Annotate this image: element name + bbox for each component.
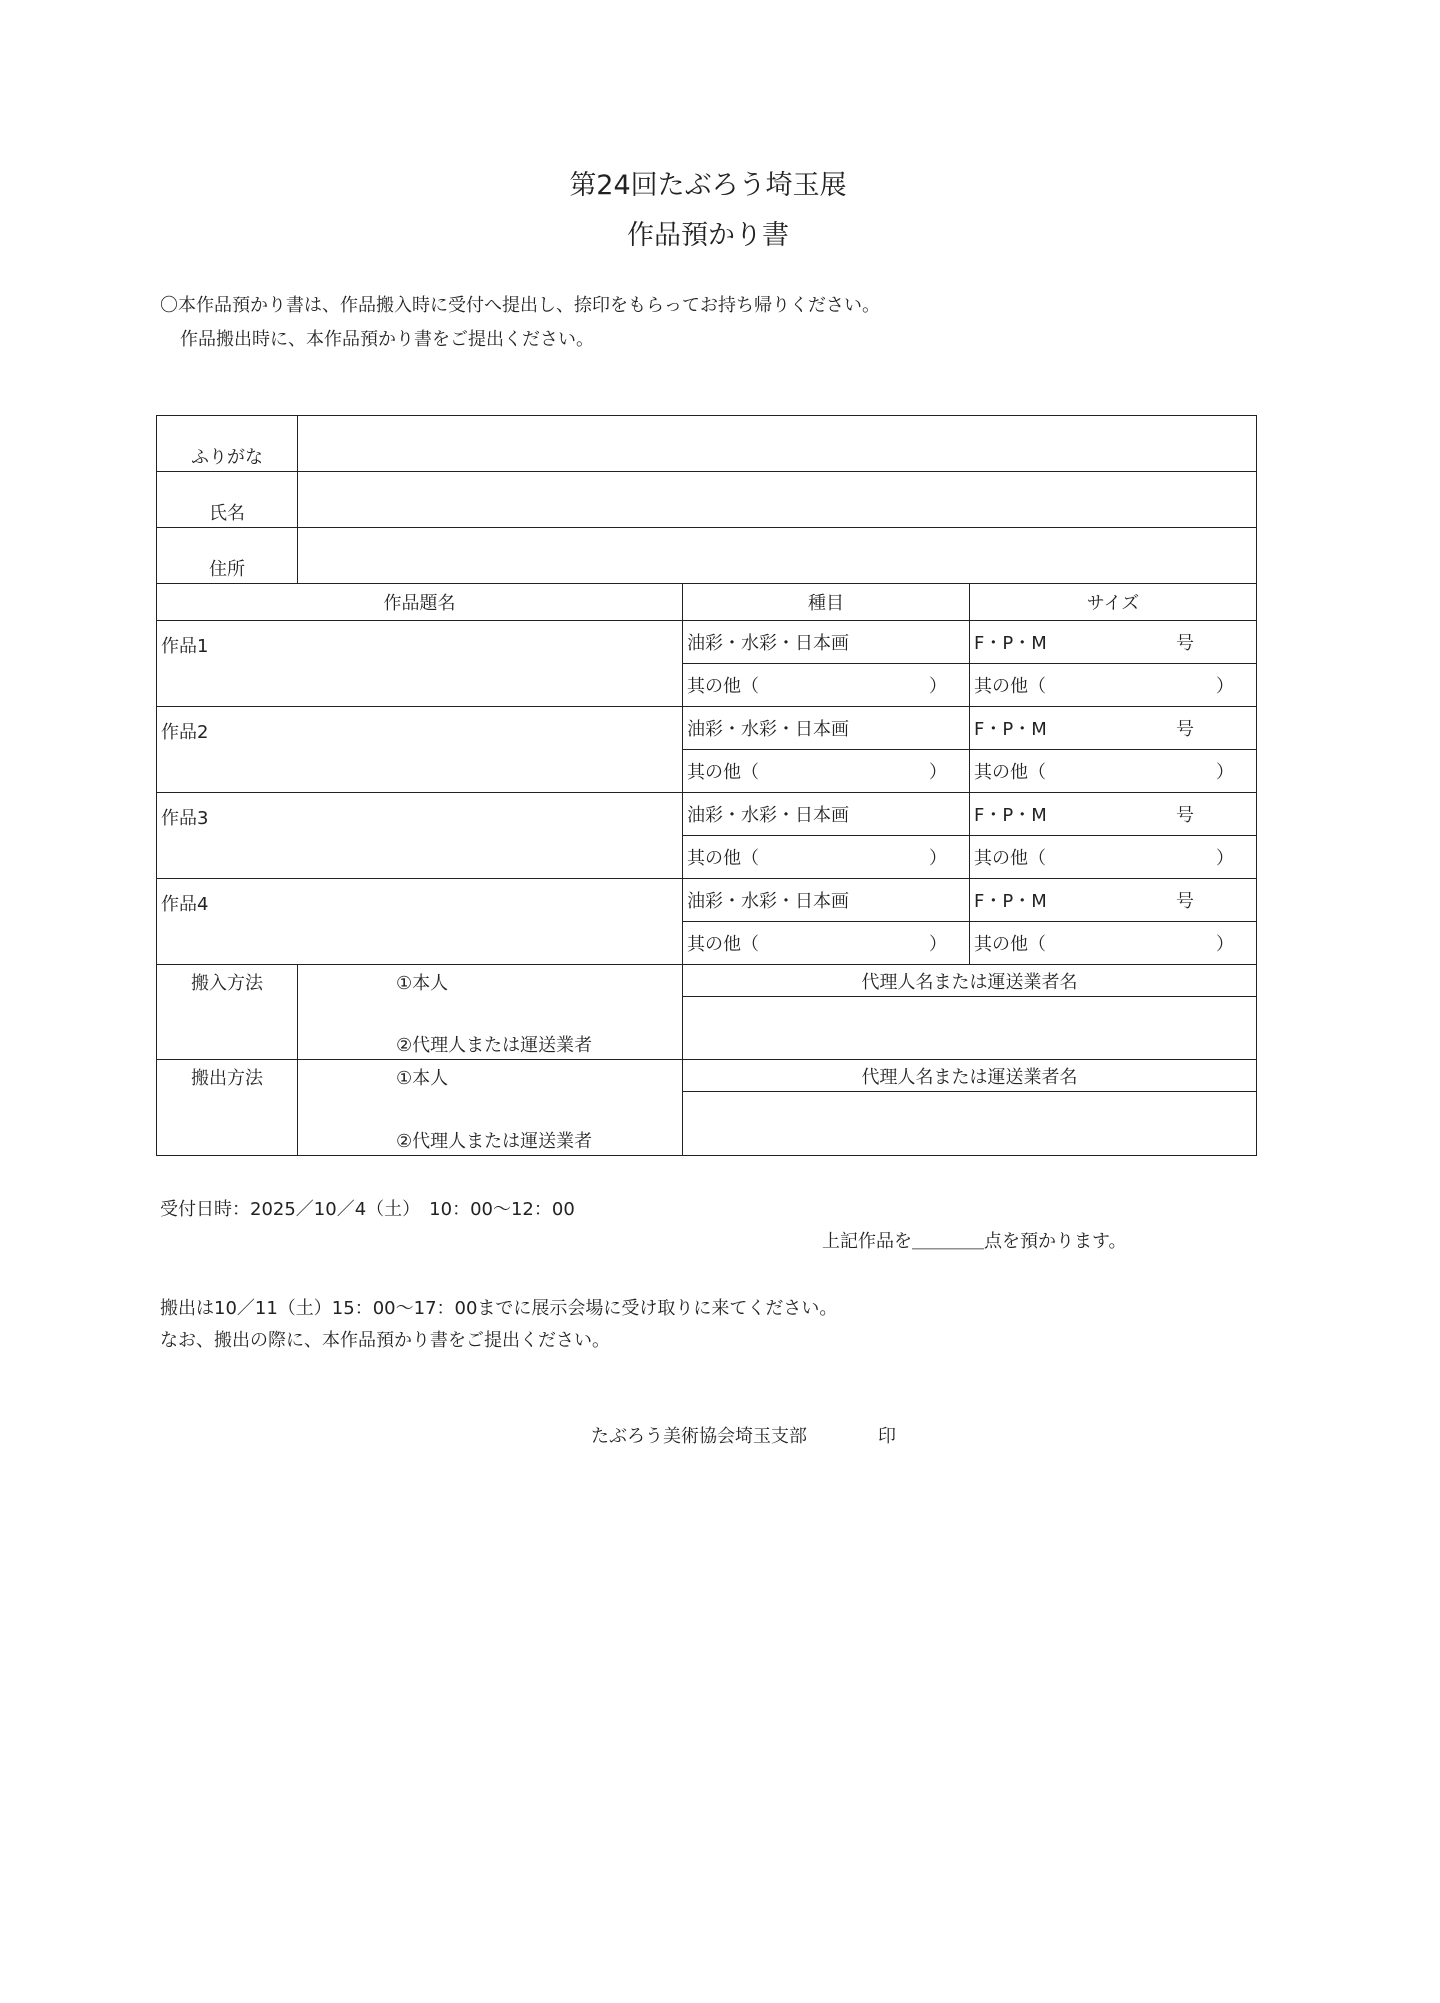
seal-mark: 印 (878, 1426, 896, 1447)
carry-out-label: 搬出方法 (157, 1060, 298, 1156)
work-title-field[interactable] (157, 793, 683, 879)
document-subtitle: 作品預かり書 (627, 220, 789, 251)
address-label: 住所 (157, 528, 298, 584)
work-kind-options[interactable]: 油彩・水彩・日本画 (683, 879, 970, 922)
carry-in-option-self[interactable]: ①本人 (396, 973, 449, 994)
address-field[interactable] (298, 528, 1257, 584)
work-kind-other-field[interactable]: 其の他（ ） (683, 750, 970, 793)
work-size-options[interactable]: F・P・M 号 (970, 879, 1257, 922)
notice-line-1: 〇本作品預かり書は、作品搬入時に受付へ提出し、捺印をもらってお持ち帰りください。 (160, 295, 880, 316)
work-size-options[interactable]: F・P・M 号 (970, 707, 1257, 750)
carry-out-row (157, 1060, 1257, 1092)
carry-in-option-agent[interactable]: ②代理人または運送業者 (396, 1035, 593, 1056)
furigana-row (157, 416, 1257, 472)
work-size-other-field[interactable]: 其の他（ ） (970, 836, 1257, 879)
work-label: 作品4 (161, 894, 209, 915)
work-row (157, 793, 1257, 836)
carry-out-option-agent[interactable]: ②代理人または運送業者 (396, 1131, 593, 1152)
carry-out-agent-field[interactable] (683, 1092, 1257, 1156)
deposit-form-table (156, 415, 1257, 1156)
carry-in-label: 搬入方法 (157, 965, 298, 1060)
col-header-size: サイズ (970, 584, 1257, 621)
address-row (157, 528, 1257, 584)
work-kind-options[interactable]: 油彩・水彩・日本画 (683, 621, 970, 664)
furigana-field[interactable] (298, 416, 1257, 472)
work-label: 作品3 (161, 808, 209, 829)
work-kind-other-field[interactable]: 其の他（ ） (683, 836, 970, 879)
work-label: 作品2 (161, 722, 209, 743)
reception-datetime: 受付日時：2025／10／4（土） 10：00〜12：00 (160, 1199, 575, 1220)
col-header-kind: 種目 (683, 584, 970, 621)
carry-in-agent-label: 代理人名または運送業者名 (683, 965, 1257, 997)
name-row (157, 472, 1257, 528)
work-size-other-field[interactable]: 其の他（ ） (970, 750, 1257, 793)
furigana-label: ふりがな (157, 416, 298, 472)
received-count-blank[interactable]: ＿＿＿＿ (912, 1231, 984, 1252)
work-size-other-field[interactable]: 其の他（ ） (970, 922, 1257, 965)
work-size-options[interactable]: F・P・M 号 (970, 793, 1257, 836)
notice-line-2: 作品搬出時に、本作品預かり書をご提出ください。 (180, 329, 594, 350)
carry-in-options[interactable] (298, 965, 683, 1060)
work-label: 作品1 (161, 636, 209, 657)
pickup-line-1: 搬出は10／11（土）15：00〜17：00までに展示会場に受け取りに来てください。 (160, 1298, 838, 1319)
carry-out-agent-label: 代理人名または運送業者名 (683, 1060, 1257, 1092)
work-row (157, 621, 1257, 664)
work-kind-other-field[interactable]: 其の他（ ） (683, 922, 970, 965)
column-header-row (157, 584, 1257, 621)
name-label: 氏名 (157, 472, 298, 528)
col-header-title: 作品題名 (157, 584, 683, 621)
work-title-field[interactable] (157, 879, 683, 965)
carry-in-row (157, 965, 1257, 997)
work-kind-options[interactable]: 油彩・水彩・日本画 (683, 793, 970, 836)
received-prefix: 上記作品を (822, 1231, 912, 1252)
work-kind-options[interactable]: 油彩・水彩・日本画 (683, 707, 970, 750)
name-field[interactable] (298, 472, 1257, 528)
carry-in-agent-field[interactable] (683, 997, 1257, 1060)
work-row (157, 707, 1257, 750)
carry-out-options[interactable] (298, 1060, 683, 1156)
received-count-line (822, 1227, 1127, 1253)
work-kind-other-field[interactable]: 其の他（ ） (683, 664, 970, 707)
work-size-other-field[interactable]: 其の他（ ） (970, 664, 1257, 707)
pickup-line-2: なお、搬出の際に、本作品預かり書をご提出ください。 (160, 1330, 610, 1351)
carry-out-option-self[interactable]: ①本人 (396, 1068, 449, 1089)
received-suffix: 点を預かります。 (984, 1231, 1127, 1252)
work-row (157, 879, 1257, 922)
work-size-options[interactable]: F・P・M 号 (970, 621, 1257, 664)
work-title-field[interactable] (157, 707, 683, 793)
work-title-field[interactable] (157, 621, 683, 707)
document-title: 第24回たぶろう埼玉展 (569, 170, 847, 201)
organization-name: たぶろう美術協会埼玉支部 (591, 1426, 807, 1447)
